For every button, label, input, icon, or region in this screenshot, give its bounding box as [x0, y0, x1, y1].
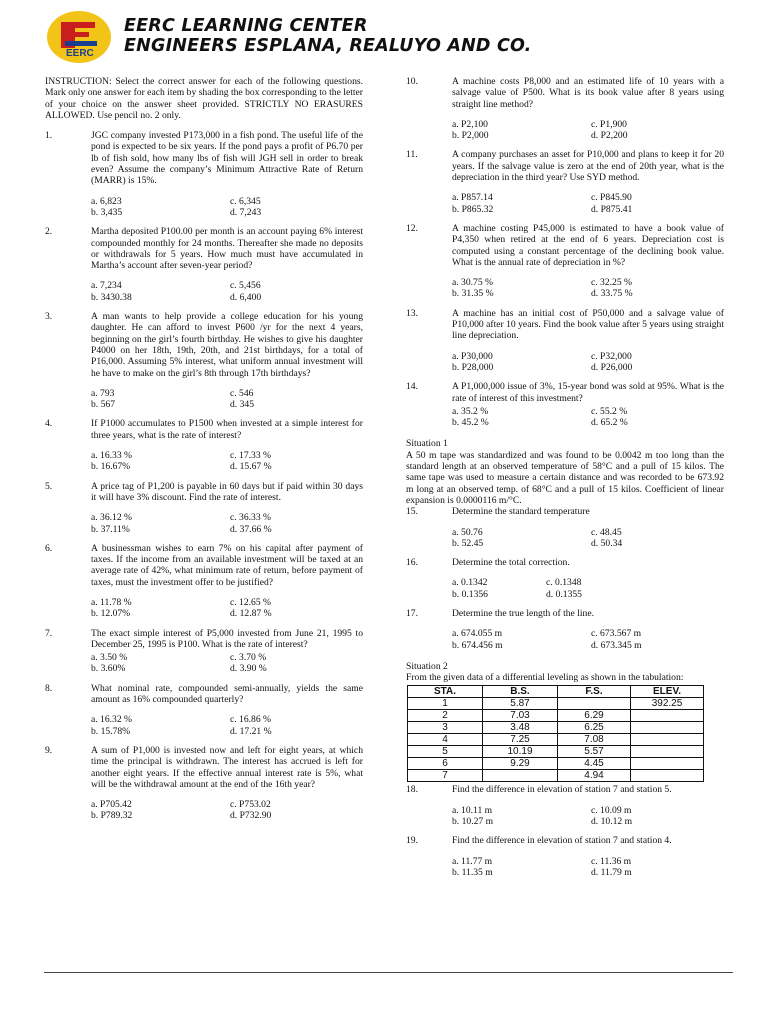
- choice-d: d. 37.66 %: [230, 523, 272, 535]
- page-header: [46, 10, 746, 70]
- question-number: 19.: [406, 835, 418, 847]
- question-number: 18.: [406, 784, 418, 796]
- choice-c: c. 32.25 %: [591, 277, 633, 289]
- choice-a: a. 3.50 %: [91, 652, 128, 664]
- question-17: [406, 608, 724, 651]
- question-9: [45, 745, 363, 822]
- question-number: 14.: [406, 381, 418, 393]
- choices: [452, 577, 724, 600]
- cell-fs: 4.45: [558, 758, 631, 770]
- choice-b: b. 10.27 m: [452, 816, 494, 828]
- question-number: 1.: [45, 130, 53, 142]
- choice-b: b. 674.456 m: [452, 639, 503, 651]
- cell-bs: 5.87: [483, 698, 558, 710]
- choice-a: a. P705.42: [91, 799, 132, 811]
- question-number: 12.: [406, 222, 418, 234]
- choice-d: d. P2,200: [591, 130, 628, 142]
- question-19: [406, 835, 724, 878]
- choice-a: a. 30.75 %: [452, 277, 494, 289]
- cell-sta: 4: [408, 734, 483, 746]
- choices: [452, 406, 724, 429]
- question-10: [406, 76, 724, 141]
- question-number: 10.: [406, 76, 418, 87]
- question-stem: What nominal rate, compounded semi-annually, yields the same amount as 16% compounded quarterly?: [91, 682, 363, 706]
- choice-b: b. 12.07%: [91, 608, 131, 620]
- choices: [452, 119, 724, 142]
- question-8: [45, 683, 363, 737]
- question-15: [406, 506, 724, 549]
- question-16: [406, 557, 724, 600]
- choice-a: a. P2,100: [452, 118, 488, 130]
- choice-c: c. 6,345: [230, 195, 261, 207]
- choice-c: c. 546: [230, 387, 254, 399]
- choice-b: b. 11.35 m: [452, 866, 493, 878]
- choice-b: b. 15.78%: [91, 725, 131, 737]
- choices: [452, 805, 724, 828]
- choice-d: d. 33.75 %: [591, 288, 633, 300]
- choice-a: a. P30,000: [452, 350, 493, 362]
- choice-d: d. 345: [230, 399, 254, 411]
- question-14: [406, 381, 724, 428]
- choice-d: d. 12.87 %: [230, 608, 272, 620]
- choices: [91, 388, 363, 411]
- question-number: 16.: [406, 557, 418, 569]
- question-stem: A businessman wishes to earn 7% on his capital after payment of taxes. If the income from an available investment will be taxed at an average rate of 42%, what minimum rate of return, before payment of taxes, must the investment offer to be justified?: [91, 542, 363, 588]
- question-stem: A price tag of P1,200 is payable in 60 days but if paid within 30 days it will have 3% discount. Find the rate of interest.: [91, 480, 363, 503]
- choices: [91, 280, 363, 303]
- cell-bs: 10.19: [483, 746, 558, 758]
- cell-elev: [631, 770, 704, 782]
- choice-d: d. 7,243: [230, 206, 262, 218]
- question-number: 6.: [45, 542, 53, 554]
- table-row: [408, 698, 704, 710]
- footer-divider: [44, 972, 733, 973]
- choice-a: a. 7,234: [91, 280, 122, 292]
- choice-d: d. 50.34: [591, 537, 623, 549]
- choice-a: a. 6,823: [91, 195, 122, 207]
- cell-elev: [631, 734, 704, 746]
- choice-c: c. 17.33 %: [230, 450, 272, 462]
- choice-c: c. 48.45: [591, 526, 622, 538]
- choice-a: a. 16.33 %: [91, 450, 133, 462]
- question-stem: A P1,000,000 issue of 3%, 15-year bond was sold at 95%. What is the rate of interest of this investment?: [452, 381, 724, 404]
- choice-c: c. 11.36 m: [591, 855, 632, 867]
- cell-sta: 1: [408, 698, 483, 710]
- right-column: [406, 76, 724, 886]
- choice-d: d. 15.67 %: [230, 461, 272, 473]
- cell-sta: 7: [408, 770, 483, 782]
- question-stem: Find the difference in elevation of station 7 and station 5.: [452, 784, 672, 796]
- table-row: [408, 710, 704, 722]
- choice-b: b. 3,435: [91, 206, 123, 218]
- choices: [452, 628, 724, 651]
- cell-elev: [631, 722, 704, 734]
- choice-b: b. 3.60%: [91, 663, 126, 675]
- question-number: 5.: [45, 480, 53, 492]
- choice-a: a. 50.76: [452, 526, 483, 538]
- table-row: [408, 734, 704, 746]
- choices: [91, 597, 363, 620]
- choice-b: b. 31.35 %: [452, 288, 494, 300]
- question-stem: Determine the standard temperature: [452, 506, 590, 518]
- cell-fs: 7.08: [558, 734, 631, 746]
- choice-c: c. 16.86 %: [230, 714, 272, 726]
- choice-d: d. 0.1355: [546, 588, 582, 600]
- question-number: 4.: [45, 418, 53, 430]
- column-header-bs: B.S.: [483, 686, 558, 698]
- question-12: [406, 223, 724, 300]
- left-column: [45, 76, 363, 830]
- logo-text: EERC: [66, 48, 94, 59]
- cell-sta: 2: [408, 710, 483, 722]
- situation-2: [406, 661, 724, 783]
- question-number: 2.: [45, 226, 53, 238]
- cell-fs: 5.57: [558, 746, 631, 758]
- cell-sta: 5: [408, 746, 483, 758]
- choice-c: c. 3.70 %: [230, 652, 267, 664]
- choice-b: b. P2,000: [452, 130, 489, 142]
- choice-c: c. P32,000: [591, 350, 632, 362]
- situation-text: From the given data of a differential leveling as shown in the tabulation:: [406, 672, 684, 684]
- header-line-2: ENGINEERS ESPLANA, REALUYO AND CO.: [124, 36, 532, 56]
- choices: [91, 714, 363, 737]
- question-number: 17.: [406, 607, 418, 619]
- choice-b: b. 37.11%: [91, 523, 130, 535]
- cell-sta: 3: [408, 722, 483, 734]
- choice-b: b. 52.45: [452, 537, 484, 549]
- choice-b: b. 3430.38: [91, 291, 132, 303]
- choice-d: d. 6,400: [230, 291, 262, 303]
- situation-title: Situation 1: [406, 438, 448, 450]
- choice-d: d. 11.79 m: [591, 866, 632, 878]
- table-row: [408, 758, 704, 770]
- choice-c: c. 10.09 m: [591, 804, 632, 816]
- question-6: [45, 543, 363, 620]
- question-stem: A man wants to help provide a college education for his young daughter. He can afford to invest P600 /yr for the next 4 years, beginning on the girl’s fourth birthday. He wishes to give his daughter P4000 on her 18th, 19th, 20th, and 21st birthdays, for a total of P16,000. Assuming 5% interest, what uniform annual investment will he have to make on the girl’s 8th through 17th birthdays?: [91, 311, 363, 379]
- question-5: [45, 481, 363, 535]
- question-stem: A machine costs P8,000 and an estimated life of 10 years with a salvage value of P500. What is its book value after 8 years using straight line method?: [452, 76, 724, 110]
- column-header-fs: F.S.: [558, 686, 631, 698]
- question-13: [406, 308, 724, 373]
- choices: [91, 512, 363, 535]
- question-number: 11.: [406, 149, 418, 161]
- choices: [452, 856, 724, 879]
- question-stem: Determine the true length of the line.: [452, 607, 594, 619]
- question-2: [45, 226, 363, 303]
- situation-text: A 50 m tape was standardized and was found to be 0.0042 m too long than the standard length at an observed temperature of 58°C and a pull of 15 kilos. The same tape was used to measure a certain distance and was recorded to be 673.92 m long at an observed temp. of 68°C and a pull of 15 kilos. Coefficient of linear expansion is 0.0000116 m/°C.: [406, 449, 724, 506]
- choice-b: b. 45.2 %: [452, 417, 489, 429]
- cell-sta: 6: [408, 758, 483, 770]
- choice-c: c. P1,900: [591, 118, 627, 130]
- choices: [91, 196, 363, 219]
- header-title: [124, 16, 532, 56]
- choice-a: a. 35.2 %: [452, 405, 489, 417]
- choice-a: a. 10.11 m: [452, 804, 493, 816]
- question-stem: If P1000 accumulates to P1500 when invested at a simple interest for three years, what is the rate of interest?: [91, 418, 363, 441]
- choice-a: a. 793: [91, 387, 115, 399]
- situation-1: [406, 438, 724, 506]
- choice-c: c. 5,456: [230, 280, 261, 292]
- header-line-1: EERC LEARNING CENTER: [124, 16, 368, 36]
- choice-c: c. 673.567 m: [591, 628, 642, 640]
- choices: [452, 527, 724, 550]
- choice-d: d. P732.90: [230, 810, 272, 822]
- choice-c: c. 55.2 %: [591, 405, 628, 417]
- choice-c: c. P753.02: [230, 799, 271, 811]
- choices: [91, 799, 363, 822]
- choice-a: a. P857.14: [452, 192, 493, 204]
- question-18: [406, 784, 724, 827]
- eerc-logo: [46, 10, 112, 64]
- question-3: [45, 311, 363, 410]
- question-stem: A machine has an initial cost of P50,000 and a salvage value of P10,000 after 10 years. Find the book value after 5 years using straight line depreciation.: [452, 307, 724, 342]
- question-stem: Martha deposited P100.00 per month is an account paying 6% interest compounded monthly for 24 months. Thereafter she made no deposits or withdrawals for 5 years. How much must have accumulated in Martha’s account after seven-year period?: [91, 226, 363, 272]
- choice-d: d. 3.90 %: [230, 663, 267, 675]
- question-number: 9.: [45, 744, 53, 756]
- choice-d: d. 17.21 %: [230, 725, 272, 737]
- choices: [452, 192, 724, 215]
- choice-b: b. P865.32: [452, 203, 494, 215]
- column-header-sta: STA.: [408, 686, 483, 698]
- choice-a: a. 16.32 %: [91, 714, 133, 726]
- question-4: [45, 418, 363, 472]
- choice-a: a. 11.78 %: [91, 596, 132, 608]
- choice-c: c. 12.65 %: [230, 596, 272, 608]
- choice-c: c. 36.33 %: [230, 512, 272, 524]
- cell-bs: 3.48: [483, 722, 558, 734]
- choice-c: c. 0.1348: [546, 577, 582, 589]
- cell-fs: 6.29: [558, 710, 631, 722]
- table-row: [408, 746, 704, 758]
- question-stem: Determine the total correction.: [452, 557, 570, 569]
- question-number: 8.: [45, 682, 53, 694]
- choice-b: b. 567: [91, 399, 115, 411]
- table-row: [408, 770, 704, 782]
- cell-elev: [631, 758, 704, 770]
- question-number: 13.: [406, 307, 418, 319]
- choice-a: a. 674.055 m: [452, 628, 503, 640]
- choice-b: b. 16.67%: [91, 461, 131, 473]
- cell-bs: [483, 770, 558, 782]
- leveling-table: [407, 685, 704, 782]
- choices: [452, 351, 724, 374]
- choice-c: c. P845.90: [591, 192, 632, 204]
- question-7: [45, 628, 363, 675]
- table-row: [408, 722, 704, 734]
- situation-title: Situation 2: [406, 660, 448, 672]
- cell-elev: 392.25: [631, 698, 704, 710]
- choice-b: b. P789.32: [91, 810, 133, 822]
- question-1: [45, 130, 363, 218]
- cell-bs: 7.03: [483, 710, 558, 722]
- question-stem: A company purchases an asset for P10,000 and plans to keep it for 20 years. If the salvage value is zero at the end of 20th year, what is the depreciation in the third year? Use SYD method.: [452, 149, 724, 184]
- question-11: [406, 149, 724, 214]
- question-number: 7.: [45, 627, 53, 639]
- choice-a: a. 36.12 %: [91, 512, 133, 524]
- choice-a: a. 11.77 m: [452, 855, 493, 867]
- question-stem: JGC company invested P173,000 in a fish pond. The useful life of the pond is expected to be six years. If the pond pays a profit of P6.70 per lb of fish sold, how many lbs of fish will JGH sell in order to break even? Assume the company’s Minimum Attractive Rate of Return (MARR) is 15%.: [91, 130, 363, 187]
- choice-d: d. 673.345 m: [591, 639, 642, 651]
- choices: [452, 277, 724, 300]
- choice-a: a. 0.1342: [452, 577, 488, 589]
- choice-d: d. 65.2 %: [591, 417, 628, 429]
- question-number: 3.: [45, 311, 53, 323]
- cell-elev: [631, 746, 704, 758]
- column-header-elev: ELEV.: [631, 686, 704, 698]
- question-stem: A sum of P1,000 is invested now and left for eight years, at which time the principal is withdrawn. The interest has accrued is left for another eight years. If the effective annual interest rate is 5%, what will be the withdrawal amount at the end of the 16th year?: [91, 744, 363, 790]
- question-stem: The exact simple interest of P5,000 invested from June 21, 1995 to December 25, 1995 is P100. What is the rate of interest?: [91, 627, 363, 650]
- cell-fs: 4.94: [558, 770, 631, 782]
- cell-elev: [631, 710, 704, 722]
- cell-fs: 6.25: [558, 722, 631, 734]
- question-stem: A machine costing P45,000 is estimated to have a book value of P4,350 when retired at the end of 6 years. Depreciation cost is computed using a constant percentage of the declining book value. What is the annual rate of depreciation in %?: [452, 222, 724, 268]
- question-number: 15.: [406, 506, 418, 518]
- question-stem: Find the difference in elevation of station 7 and station 4.: [452, 835, 672, 847]
- choice-b: b. 0.1356: [452, 588, 488, 600]
- table-header-row: [408, 686, 704, 698]
- choice-d: d. P26,000: [591, 361, 633, 373]
- cell-fs: [558, 698, 631, 710]
- choices: [91, 652, 363, 675]
- choices: [91, 450, 363, 473]
- choice-d: d. 10.12 m: [591, 816, 633, 828]
- cell-bs: 7.25: [483, 734, 558, 746]
- cell-bs: 9.29: [483, 758, 558, 770]
- choice-b: b. P28,000: [452, 361, 494, 373]
- instruction-text: INSTRUCTION: Select the correct answer for each of the following questions. Mark only one answer for each item by shading the box corresponding to the letter of your choice on the answer sheet provided. STRICTLY NO ERASURES ALLOWED. Use pencil no. 2 only.: [45, 76, 363, 121]
- choice-d: d. P875.41: [591, 203, 633, 215]
